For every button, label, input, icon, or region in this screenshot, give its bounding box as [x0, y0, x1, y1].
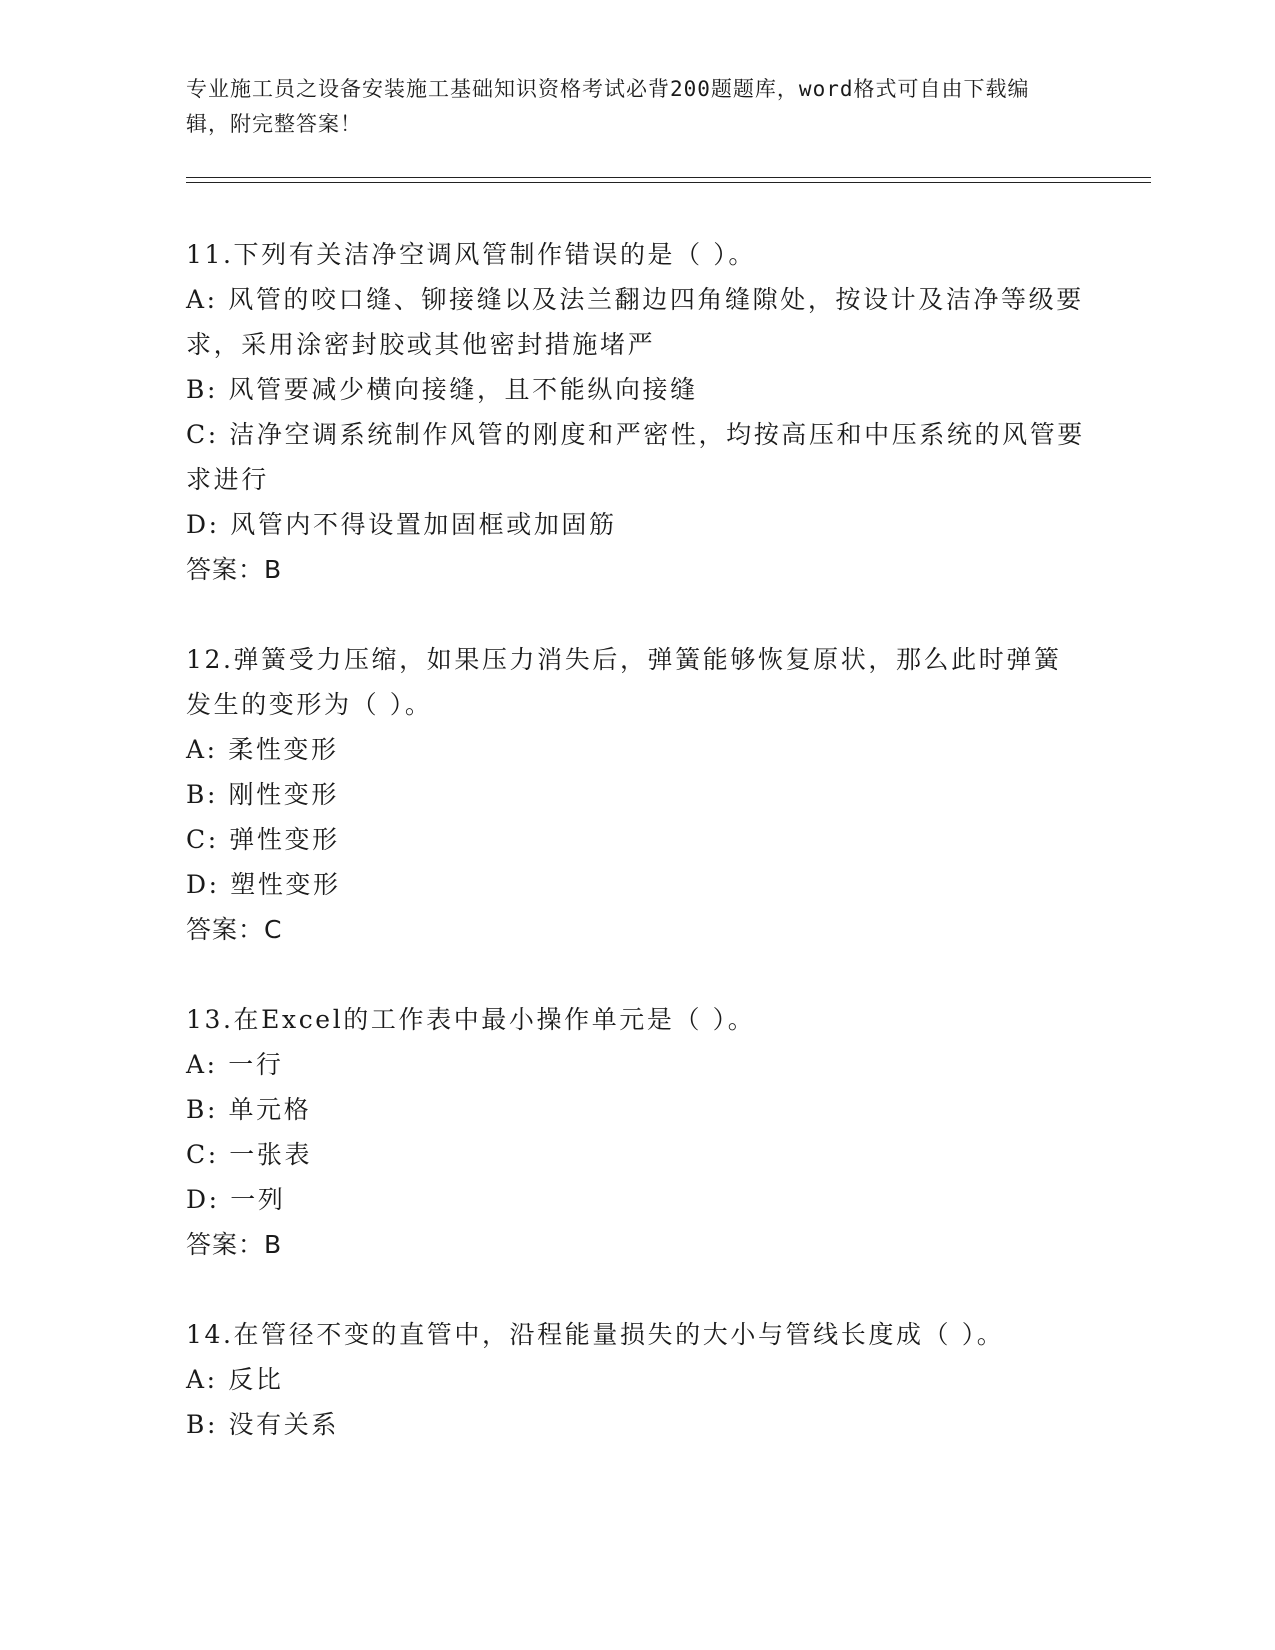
option-b: B: 刚性变形	[186, 780, 339, 809]
question-stem: 14.在管径不变的直管中，沿程能量损失的大小与管线长度成（ ）。	[186, 1320, 1005, 1349]
header-divider-bottom	[186, 182, 1151, 183]
question-13	[186, 997, 1086, 1267]
document-header: 专业施工员之设备安装施工基础知识资格考试必背200题题库，word格式可自由下载编辑，附完整答案！	[186, 77, 1030, 136]
option-b: B: 单元格	[186, 1095, 312, 1124]
option-d: D: 一列	[186, 1185, 286, 1214]
option-c: C: 一张表	[186, 1140, 313, 1169]
header-divider-top	[186, 177, 1151, 178]
question-stem: 11.下列有关洁净空调风管制作错误的是（ ）。	[186, 240, 757, 269]
question-list	[186, 232, 1086, 1492]
option-b: B: 没有关系	[186, 1410, 339, 1439]
option-a: A: 反比	[186, 1365, 284, 1394]
option-c: C: 洁净空调系统制作风管的刚度和严密性，均按高压和中压系统的风管要求进行	[186, 420, 1085, 494]
answer: 答案：C	[186, 915, 283, 944]
question-12	[186, 637, 1086, 952]
option-a: A: 柔性变形	[186, 735, 339, 764]
option-d: D: 风管内不得设置加固框或加固筋	[186, 510, 617, 539]
option-b: B: 风管要减少横向接缝，且不能纵向接缝	[186, 375, 698, 404]
question-11	[186, 232, 1086, 592]
question-stem: 12.弹簧受力压缩，如果压力消失后，弹簧能够恢复原状，那么此时弹簧发生的变形为（ ）。	[186, 645, 1062, 719]
option-c: C: 弹性变形	[186, 825, 340, 854]
question-stem: 13.在Excel的工作表中最小操作单元是（ ）。	[186, 1005, 756, 1034]
option-a: A: 风管的咬口缝、铆接缝以及法兰翻边四角缝隙处，按设计及洁净等级要求，采用涂密封胶或其他密封措施堵严	[186, 285, 1084, 359]
option-d: D: 塑性变形	[186, 870, 341, 899]
option-a: A: 一行	[186, 1050, 284, 1079]
question-14	[186, 1312, 1086, 1447]
answer: 答案：B	[186, 555, 283, 584]
answer: 答案：B	[186, 1230, 283, 1259]
